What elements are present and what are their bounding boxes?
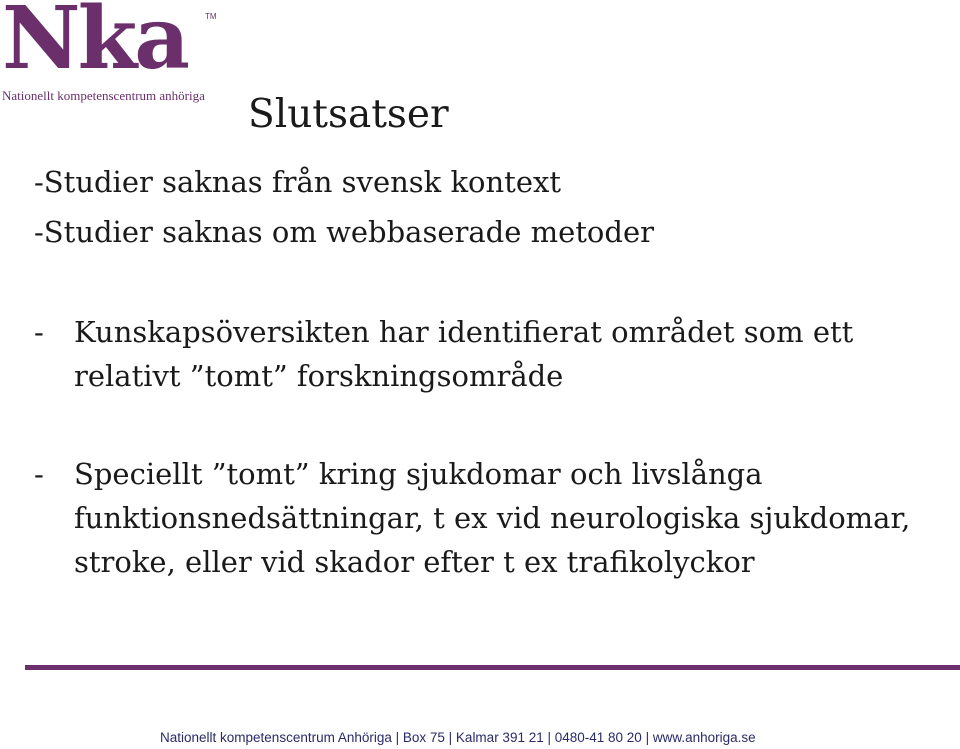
nka-logo (0, 0, 220, 108)
bullet-item-2 (34, 452, 934, 584)
bullet-dash: - (34, 315, 44, 349)
logo-trademark: TM (205, 12, 217, 21)
conclusion-line-2: -Studier saknas om webbaserade metoder (34, 215, 654, 249)
bullet-text: Kunskapsöversikten har identifierat området som ett relativt ”tomt” forskningsområde (74, 315, 854, 393)
bullet-text: Speciellt ”tomt” kring sjukdomar och livslånga funktionsnedsättningar, t ex vid neurologiska sjukdomar, stroke, eller vid skador efter t ex trafikolyckor (74, 457, 911, 579)
logo-mark: Nka (2, 0, 187, 89)
bullet-dash: - (34, 457, 44, 491)
slide-title: Slutsatser (248, 92, 449, 137)
conclusion-line-1: -Studier saknas från svensk kontext (34, 165, 561, 199)
logo-subtitle: Nationellt kompetenscentrum anhöriga (2, 88, 205, 103)
footer-divider (25, 665, 960, 670)
footer-contact: Nationellt kompetenscentrum Anhöriga | Box 75 | Kalmar 391 21 | 0480-41 80 20 | www.anhoriga.se (160, 730, 756, 745)
bullet-item-1 (34, 310, 934, 398)
